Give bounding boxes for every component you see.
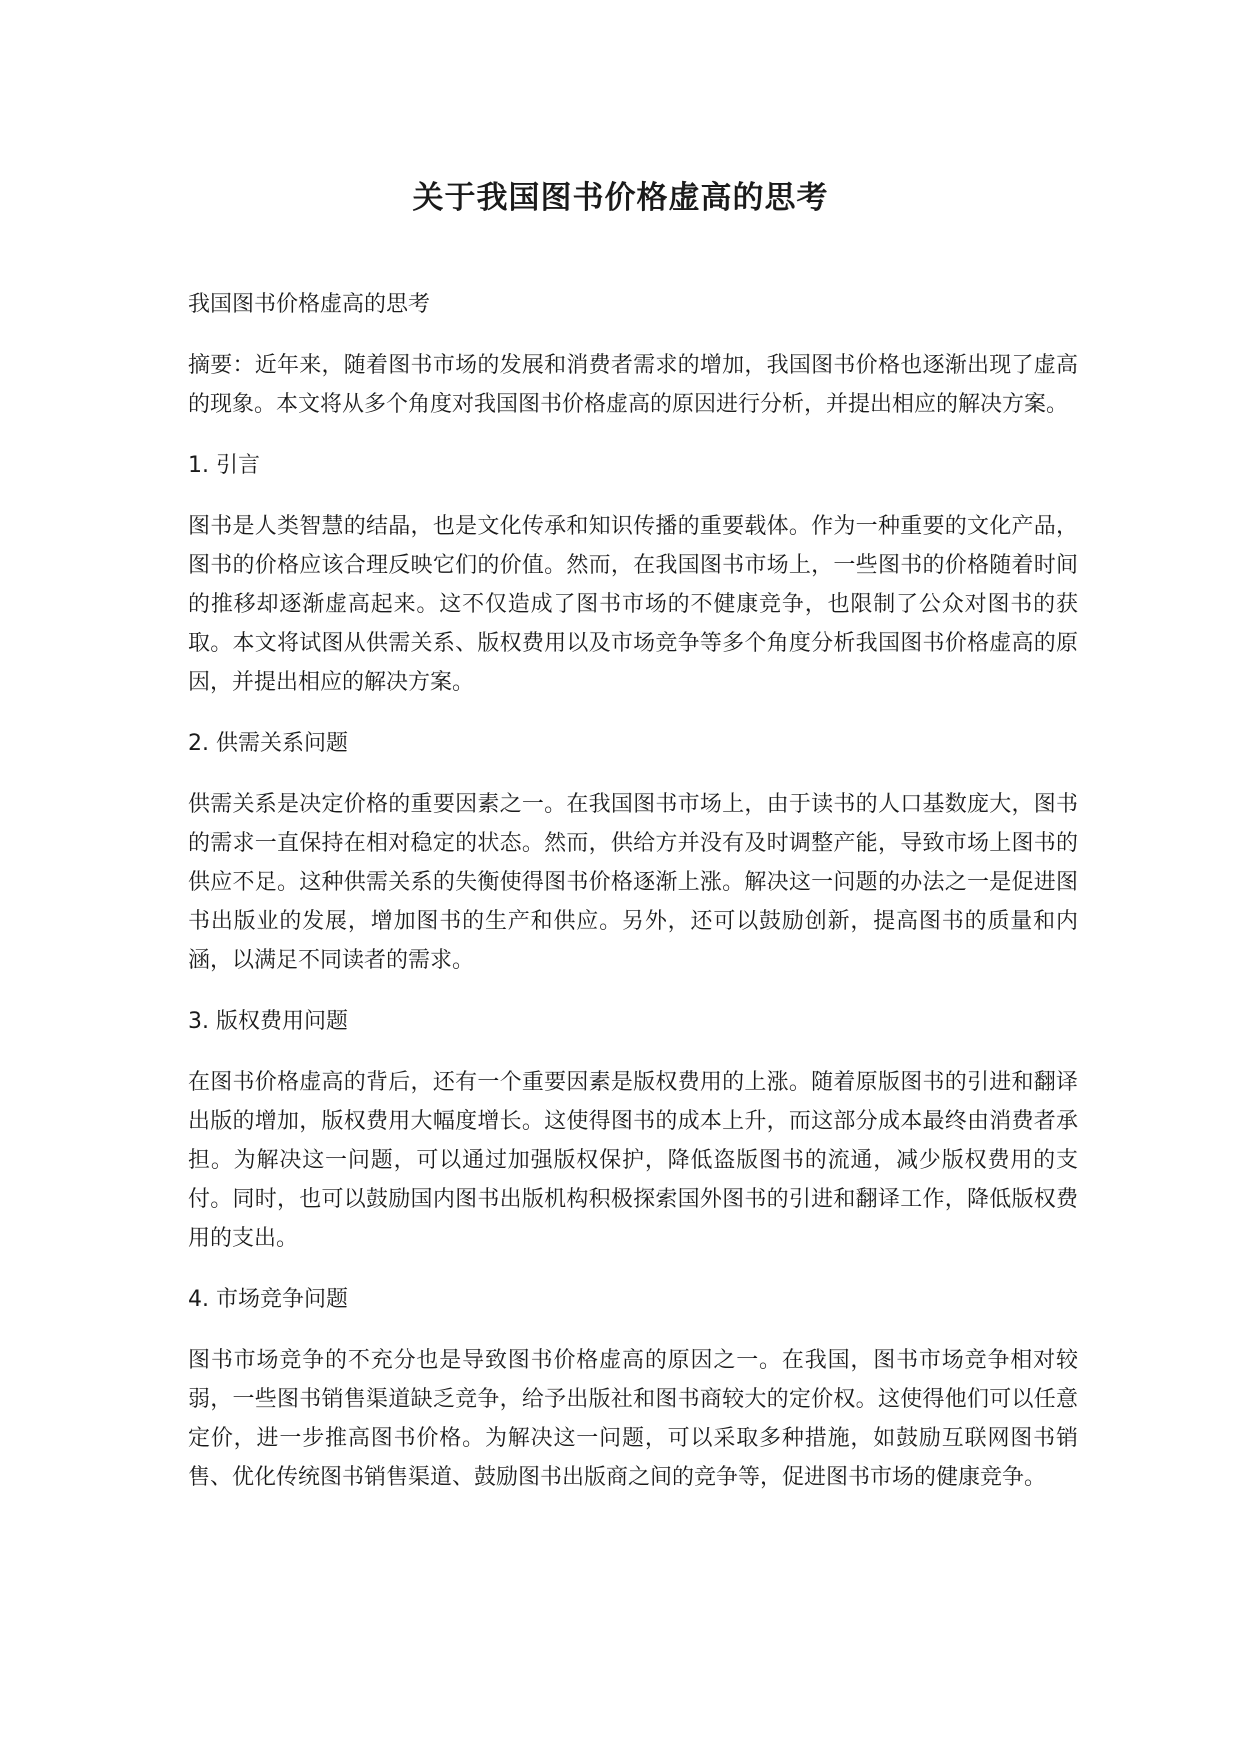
document-subtitle: 我国图书价格虚高的思考 <box>188 292 431 317</box>
document-title: 关于我国图书价格虚高的思考 <box>412 180 829 216</box>
section-paragraph: 图书市场竞争的不充分也是导致图书价格虚高的原因之一。在我国，图书市场竞争相对较弱，一些图书销售渠道缺乏竞争，给予出版社和图书商较大的定价权。这使得他们可以任意定价，进一步推高图书价格。为解决这一问题，可以采取多种措施，如鼓励互联网图书销售、优化传统图书销售渠道、鼓励图书出版商之间的竞争等，促进图书市场的健康竞争。 <box>188 1348 1078 1490</box>
section-heading: 1. 引言 <box>188 453 260 478</box>
document-body <box>188 285 1078 1519</box>
section-heading: 4. 市场竞争问题 <box>188 1287 348 1312</box>
section-paragraph: 图书是人类智慧的结晶，也是文化传承和知识传播的重要载体。作为一种重要的文化产品，图书的价格应该合理反映它们的价值。然而，在我国图书市场上，一些图书的价格随着时间的推移却逐渐虚高起来。这不仅造成了图书市场的不健康竞争，也限制了公众对图书的获取。本文将试图从供需关系、版权费用以及市场竞争等多个角度分析我国图书价格虚高的原因，并提出相应的解决方案。 <box>188 514 1078 695</box>
section-paragraph: 在图书价格虚高的背后，还有一个重要因素是版权费用的上涨。随着原版图书的引进和翻译出版的增加，版权费用大幅度增长。这使得图书的成本上升，而这部分成本最终由消费者承担。为解决这一问题，可以通过加强版权保护，降低盗版图书的流通，减少版权费用的支付。同时，也可以鼓励国内图书出版机构积极探索国外图书的引进和翻译工作，降低版权费用的支出。 <box>188 1070 1078 1251</box>
section-heading: 3. 版权费用问题 <box>188 1009 348 1034</box>
abstract-paragraph: 摘要：近年来，随着图书市场的发展和消费者需求的增加，我国图书价格也逐渐出现了虚高的现象。本文将从多个角度对我国图书价格虚高的原因进行分析，并提出相应的解决方案。 <box>188 353 1078 417</box>
section-heading: 2. 供需关系问题 <box>188 731 348 756</box>
section-paragraph: 供需关系是决定价格的重要因素之一。在我国图书市场上，由于读书的人口基数庞大，图书的需求一直保持在相对稳定的状态。然而，供给方并没有及时调整产能，导致市场上图书的供应不足。这种供需关系的失衡使得图书价格逐渐上涨。解决这一问题的办法之一是促进图书出版业的发展，增加图书的生产和供应。另外，还可以鼓励创新，提高图书的质量和内涵，以满足不同读者的需求。 <box>188 792 1078 973</box>
